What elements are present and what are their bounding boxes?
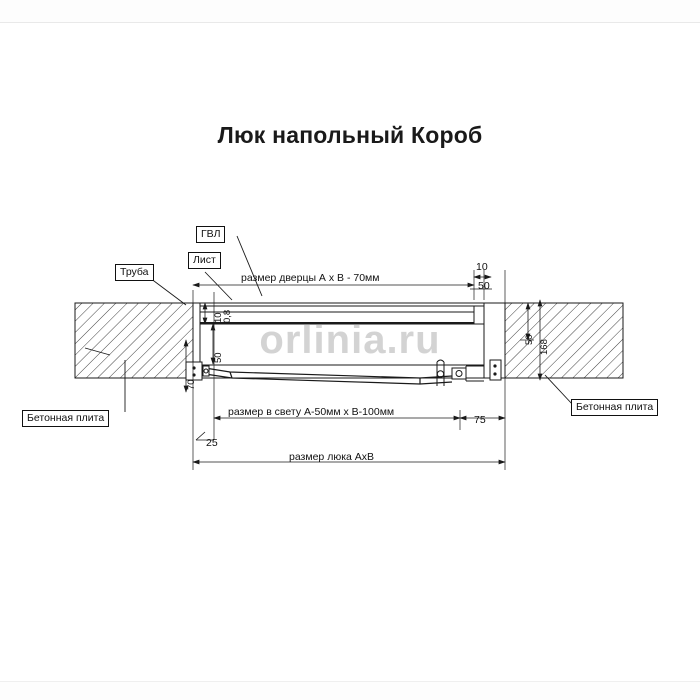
dim-clear-size: размер в свету А-50мм х В-100мм xyxy=(228,406,395,418)
label-concrete-right: Бетонная плита xyxy=(571,399,658,416)
dim-70-vertical: 70 xyxy=(186,379,197,390)
page-title: Люк напольный Короб xyxy=(217,122,483,148)
dim-75: 75 xyxy=(474,414,486,426)
dim-50-vertical: 50 xyxy=(213,352,224,363)
dim-08-vertical: 0,8 xyxy=(222,309,233,323)
dim-168-right: 168 xyxy=(539,339,550,355)
frame-right-profile xyxy=(484,303,505,380)
label-sheet: Лист xyxy=(188,252,221,269)
dim-10-vertical: 10 xyxy=(213,312,224,323)
dim-hatch-size: размер люка АхВ xyxy=(289,451,375,463)
concrete-slab-right xyxy=(505,303,623,378)
label-pipe: Труба xyxy=(115,264,154,281)
label-gvl: ГВЛ xyxy=(196,226,225,243)
dim-10-top: 10 xyxy=(476,261,488,273)
dim-25: 25 xyxy=(206,437,218,449)
watermark-text: orlinia.ru xyxy=(259,318,441,362)
dim-door-size: размер дверцы А х В - 70мм xyxy=(241,272,380,284)
dim-50-right: 50 xyxy=(524,334,535,345)
hatch-door-panel xyxy=(199,306,484,324)
concrete-slab-left xyxy=(75,303,193,378)
dim-50-top: 50 xyxy=(478,280,490,292)
label-concrete-left: Бетонная плита xyxy=(22,410,109,427)
